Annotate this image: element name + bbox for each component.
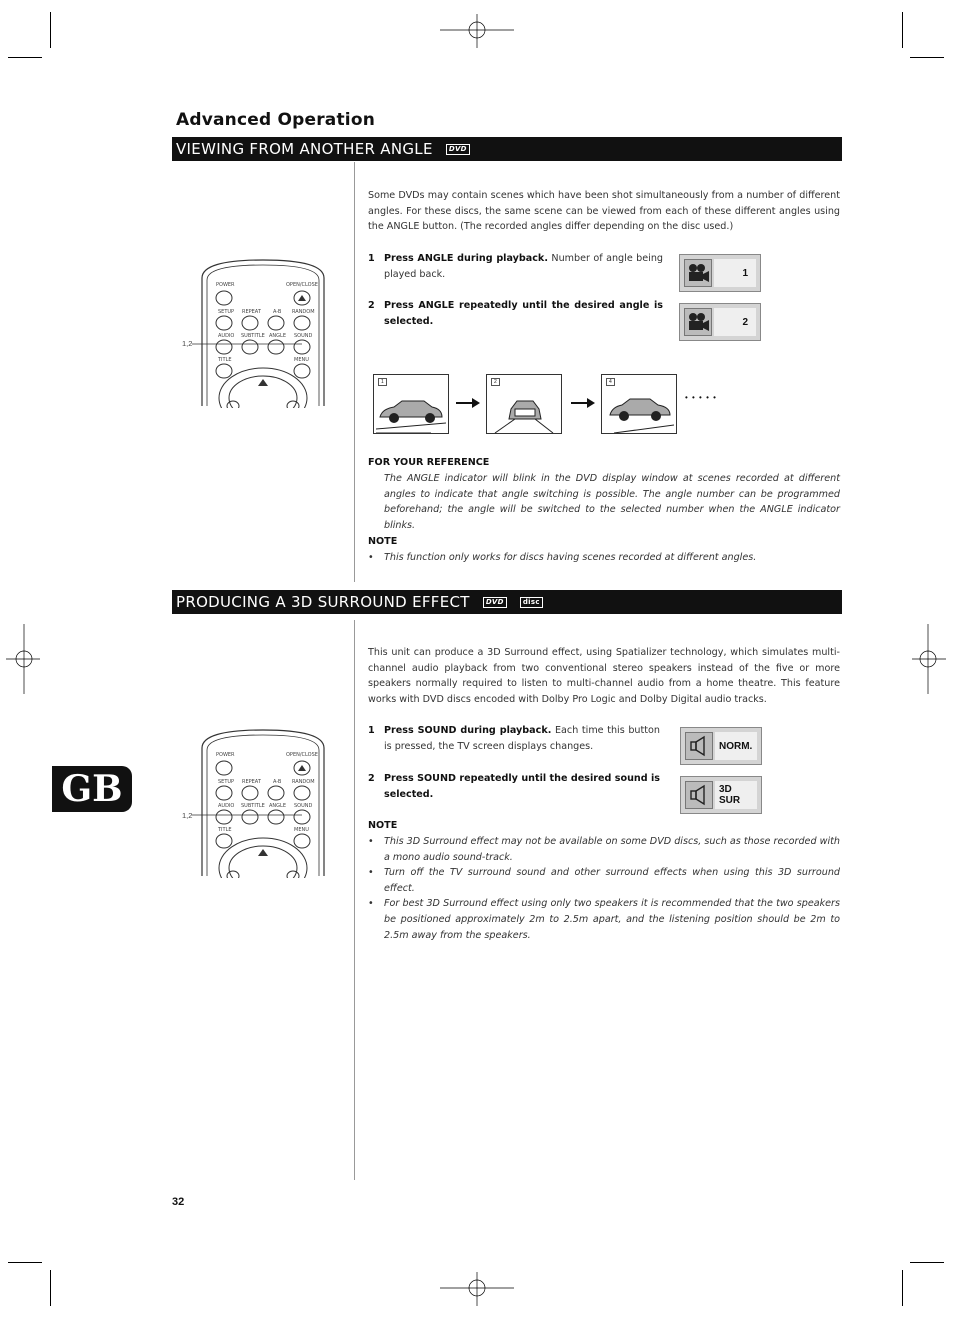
registration-mark-top [440, 14, 514, 48]
crop-mark [8, 1262, 42, 1263]
column-divider [354, 162, 355, 582]
section-bar-angle [172, 137, 842, 161]
camera-icon [684, 259, 712, 287]
arrow-right-icon [456, 397, 480, 409]
title-label: TITLE [218, 827, 232, 833]
column-divider [354, 620, 355, 1180]
angle-scene-3 [601, 374, 677, 434]
step-instruction: Press ANGLE during playback. [384, 253, 548, 264]
scene-angle-label: 4 [606, 378, 615, 386]
sound-mode: 3D SUR [715, 781, 757, 809]
power-label: POWER [216, 282, 235, 288]
speaker-icon [685, 732, 713, 760]
dvd-badge: DVD [446, 144, 470, 155]
audio-label: AUDIO [218, 803, 235, 809]
surround-step-2 [368, 771, 660, 802]
repeat-label: REPEAT [242, 779, 261, 785]
reference-heading: FOR YOUR REFERENCE [368, 457, 490, 468]
crop-mark [50, 12, 51, 48]
sound-label: SOUND [294, 803, 313, 809]
step-number: 1 [368, 253, 375, 264]
remote-control-illustration [178, 258, 328, 408]
angle-intro-paragraph: Some DVDs may contain scenes which have been shot simultaneously from a number of different angles. For these discs, the same scene can be viewed from each of these different angles using the ANGLE button. (The recorded angles differ depending on the disc used.) [368, 190, 840, 233]
random-label: RANDOM [292, 779, 315, 785]
angle-step-1 [368, 251, 663, 282]
angle-scene-2 [486, 374, 562, 434]
power-label: POWER [216, 752, 235, 758]
open-close-label: OPEN/CLOSE [286, 752, 318, 758]
crop-mark [902, 12, 903, 48]
crop-mark [50, 1270, 51, 1306]
angle-label: ANGLE [269, 803, 286, 809]
scene-angle-label: 2 [491, 378, 500, 386]
menu-label: MENU [294, 827, 309, 833]
registration-mark-bottom [440, 1272, 514, 1306]
ab-label: A-B [273, 309, 282, 315]
angle-number: 2 [714, 308, 756, 336]
section-title: VIEWING FROM ANOTHER ANGLE [176, 140, 433, 158]
audio-label: AUDIO [218, 333, 235, 339]
scene-angle-label: 1 [378, 378, 387, 386]
note-item: • Turn off the TV surround sound and other surround effects when using this 3D surround effect. [368, 865, 840, 896]
remote-callout-label: 1,2 [182, 811, 193, 820]
ab-label: A-B [273, 779, 282, 785]
sound-label: SOUND [294, 333, 313, 339]
crop-mark [910, 57, 944, 58]
sound-osd-1 [680, 727, 762, 765]
subtitle-label: SUBTITLE [241, 333, 265, 339]
note-item: • This 3D Surround effect may not be available on some DVD discs, such as those recorded with a mono audio sound-track. [368, 834, 840, 865]
setup-label: SETUP [218, 309, 235, 315]
note-item: • This function only works for discs having scenes recorded at different angles. [368, 550, 840, 566]
random-label: RANDOM [292, 309, 315, 315]
dvd-badge: DVD [483, 597, 507, 608]
angle-osd-2 [679, 303, 761, 341]
angle-scene-1 [373, 374, 449, 434]
open-close-label: OPEN/CLOSE [286, 282, 318, 288]
section-bar-surround [172, 590, 842, 614]
menu-label: MENU [294, 357, 309, 363]
step-number: 2 [368, 300, 375, 311]
angle-osd-1 [679, 254, 761, 292]
step-instruction: Press SOUND during playback. [384, 725, 552, 736]
crop-mark [910, 1262, 944, 1263]
surround-notes [368, 834, 840, 943]
sound-osd-2 [680, 776, 762, 814]
disc-badge: disc [520, 597, 543, 608]
arrow-right-icon [571, 397, 595, 409]
page-title: Advanced Operation [176, 110, 376, 130]
sound-mode: NORM. [715, 732, 757, 760]
note-item: • For best 3D Surround effect using only two speakers it is recommended that the two speakers be positioned approximately 2m to 2.5m apart, and the listening position should be 2m to 2.5m away from the speakers. [368, 896, 840, 943]
step-number: 1 [368, 725, 375, 736]
reference-text: The ANGLE indicator will blink in the DVD display window at scenes recorded at different angles to indicate that angle switching is possible. The angle number can be programmed beforehand; the angle will be switched to the selected number when the ANGLE indicator blinks. [384, 473, 840, 531]
angle-notes [368, 550, 840, 566]
registration-mark-left [6, 624, 40, 694]
angle-number: 1 [714, 259, 756, 287]
note-heading: NOTE [368, 820, 398, 831]
angle-label: ANGLE [269, 333, 286, 339]
repeat-label: REPEAT [242, 309, 261, 315]
camera-icon [684, 308, 712, 336]
title-label: TITLE [218, 357, 232, 363]
step-instruction: Press SOUND repeatedly until the desired sound is selected. [384, 773, 660, 800]
subtitle-label: SUBTITLE [241, 803, 265, 809]
page-number: 32 [172, 1196, 185, 1208]
note-heading: NOTE [368, 536, 398, 547]
step-detail: Each time this button is pressed, the TV screen displays changes. [384, 725, 660, 752]
registration-mark-right [912, 624, 946, 694]
step-instruction: Press ANGLE repeatedly until the desired angle is selected. [384, 300, 663, 327]
language-tab: GB [52, 766, 132, 812]
surround-intro-paragraph: This unit can produce a 3D Surround effect, using Spatializer technology, which simulates multi-channel audio playback from two conventional stereo speakers instead of the five or more speakers normally required to listen to multi-channel audio from a home theatre. This feature works with DVD discs encoded with Dolby Pro Logic and Dolby Digital audio tracks. [368, 647, 840, 705]
section-title: PRODUCING A 3D SURROUND EFFECT [176, 593, 470, 611]
angle-step-2 [368, 298, 663, 329]
crop-mark [902, 1270, 903, 1306]
setup-label: SETUP [218, 779, 235, 785]
more-angles-dots: • • • • • [685, 393, 717, 402]
step-detail: Number of angle being played back. [384, 253, 663, 280]
step-number: 2 [368, 773, 375, 784]
speaker-icon [685, 781, 713, 809]
remote-control-illustration [178, 728, 328, 878]
remote-callout-label: 1,2 [182, 339, 193, 348]
surround-step-1 [368, 723, 660, 754]
crop-mark [8, 57, 42, 58]
